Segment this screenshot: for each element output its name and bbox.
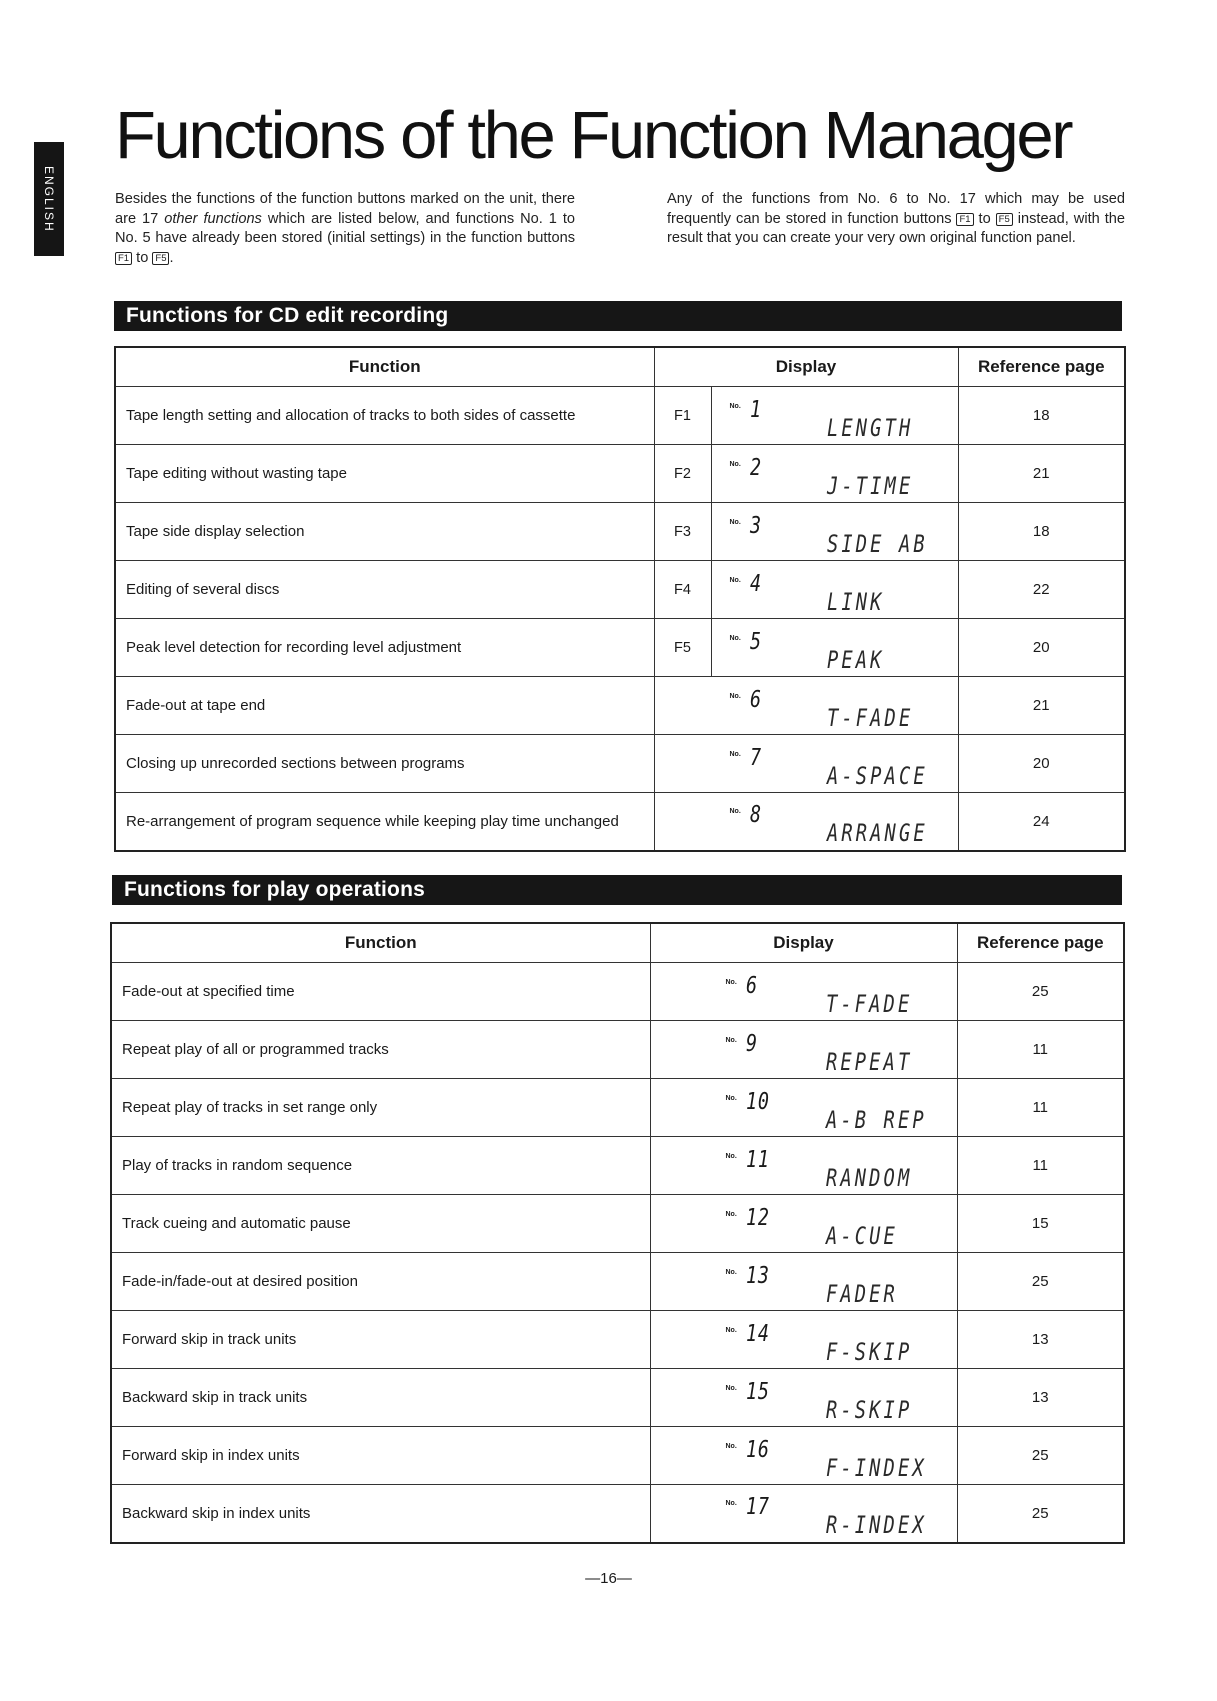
display-cell bbox=[711, 561, 958, 619]
number-prefix: No. bbox=[725, 1384, 737, 1392]
function-key-label: F3 bbox=[654, 503, 711, 561]
number-prefix: No. bbox=[729, 692, 741, 700]
lcd-display-text: F-SKIP bbox=[825, 1337, 912, 1366]
function-number: 6 bbox=[749, 686, 762, 713]
function-description: Repeat play of all or programmed tracks bbox=[111, 1021, 650, 1079]
f1-key-symbol: F1 bbox=[956, 213, 973, 226]
lcd-display-text: A-CUE bbox=[825, 1221, 898, 1250]
reference-page: 20 bbox=[958, 619, 1125, 677]
reference-page: 18 bbox=[958, 503, 1125, 561]
reference-page: 21 bbox=[958, 677, 1125, 735]
number-prefix: No. bbox=[729, 808, 741, 816]
number-prefix: No. bbox=[725, 1268, 737, 1276]
lcd-display-text: LENGTH bbox=[826, 413, 913, 442]
function-number: 8 bbox=[749, 802, 762, 829]
function-description: Editing of several discs bbox=[115, 561, 654, 619]
table-row bbox=[115, 619, 1125, 677]
display-cell bbox=[654, 735, 958, 793]
number-prefix: No. bbox=[725, 1326, 737, 1334]
f1-key-symbol: F1 bbox=[115, 252, 132, 265]
reference-page: 13 bbox=[957, 1369, 1124, 1427]
number-prefix: No. bbox=[729, 402, 741, 410]
function-description: Closing up unrecorded sections between programs bbox=[115, 735, 654, 793]
display-cell bbox=[650, 1253, 957, 1311]
function-description: Play of tracks in random sequence bbox=[111, 1137, 650, 1195]
display-cell bbox=[650, 1427, 957, 1485]
display-cell bbox=[650, 1311, 957, 1369]
display-cell bbox=[654, 793, 958, 851]
function-number: 17 bbox=[745, 1494, 770, 1521]
intro-right-to: to bbox=[978, 210, 991, 227]
section-title-play-operations: Functions for play operations bbox=[112, 875, 1122, 905]
display-cell bbox=[650, 1369, 957, 1427]
lcd-display-text: LINK bbox=[826, 587, 885, 616]
intro-left-to: to bbox=[136, 249, 149, 266]
function-description: Fade-out at specified time bbox=[111, 963, 650, 1021]
intro-left-paragraph bbox=[115, 190, 575, 268]
function-description: Forward skip in track units bbox=[111, 1311, 650, 1369]
lcd-display-text: F-INDEX bbox=[825, 1453, 927, 1482]
table-header-row bbox=[115, 347, 1125, 387]
table-row bbox=[115, 445, 1125, 503]
intro-left-text-1: Besides the functions of the function buttons marked on the unit, there are 17 bbox=[115, 191, 575, 227]
table-row bbox=[115, 735, 1125, 793]
table-row bbox=[115, 793, 1125, 851]
display-cell bbox=[650, 1079, 957, 1137]
function-number: 11 bbox=[745, 1146, 770, 1173]
table-row bbox=[111, 1079, 1124, 1137]
reference-page-header: Reference page bbox=[957, 923, 1124, 963]
number-prefix: No. bbox=[725, 1210, 737, 1218]
lcd-display-text: PEAK bbox=[826, 645, 885, 674]
function-description: Fade-out at tape end bbox=[115, 677, 654, 735]
intro-left-italic: other functions bbox=[164, 210, 262, 227]
function-key-label: F2 bbox=[654, 445, 711, 503]
function-number: 7 bbox=[749, 744, 762, 771]
table-row bbox=[111, 1137, 1124, 1195]
function-description: Forward skip in index units bbox=[111, 1427, 650, 1485]
page-number: —16— bbox=[585, 1570, 632, 1587]
display-header: Display bbox=[650, 923, 957, 963]
function-number: 1 bbox=[749, 396, 762, 423]
intro-left-end: . bbox=[169, 249, 174, 266]
number-prefix: No. bbox=[729, 576, 741, 584]
reference-page: 11 bbox=[957, 1137, 1124, 1195]
lcd-display-text: T-FADE bbox=[825, 989, 912, 1018]
table-row bbox=[111, 1253, 1124, 1311]
number-prefix: No. bbox=[725, 1094, 737, 1102]
table-row bbox=[115, 677, 1125, 735]
reference-page: 25 bbox=[957, 1253, 1124, 1311]
reference-page: 25 bbox=[957, 1485, 1124, 1543]
reference-page: 25 bbox=[957, 1427, 1124, 1485]
reference-page: 15 bbox=[957, 1195, 1124, 1253]
function-description: Repeat play of tracks in set range only bbox=[111, 1079, 650, 1137]
lcd-display-text: J-TIME bbox=[826, 471, 913, 500]
number-prefix: No. bbox=[729, 750, 741, 758]
function-number: 4 bbox=[749, 570, 762, 597]
table-row bbox=[111, 1369, 1124, 1427]
display-header: Display bbox=[654, 347, 958, 387]
function-description: Peak level detection for recording level adjustment bbox=[115, 619, 654, 677]
table-row bbox=[111, 1427, 1124, 1485]
reference-page: 18 bbox=[958, 387, 1125, 445]
display-cell bbox=[654, 677, 958, 735]
table-row bbox=[111, 963, 1124, 1021]
reference-page: 21 bbox=[958, 445, 1125, 503]
table-row bbox=[115, 561, 1125, 619]
lcd-display-text: R-SKIP bbox=[825, 1395, 912, 1424]
function-description: Fade-in/fade-out at desired position bbox=[111, 1253, 650, 1311]
intro-right-text-2: instead, with the result that you can create your very own original function panel. bbox=[667, 210, 1126, 246]
display-cell bbox=[650, 1485, 957, 1543]
reference-page: 24 bbox=[958, 793, 1125, 851]
table-row bbox=[115, 387, 1125, 445]
function-key-label: F1 bbox=[654, 387, 711, 445]
language-tab bbox=[34, 142, 64, 256]
f5-key-symbol: F5 bbox=[152, 252, 169, 265]
function-number: 10 bbox=[745, 1088, 770, 1115]
function-number: 6 bbox=[745, 972, 758, 999]
table-row bbox=[111, 1311, 1124, 1369]
function-header: Function bbox=[115, 347, 654, 387]
table-row bbox=[111, 1485, 1124, 1543]
reference-page: 22 bbox=[958, 561, 1125, 619]
number-prefix: No. bbox=[729, 460, 741, 468]
display-cell bbox=[711, 619, 958, 677]
f5-key-symbol: F5 bbox=[996, 213, 1013, 226]
lcd-display-text: R-INDEX bbox=[825, 1511, 927, 1540]
lcd-display-text: T-FADE bbox=[826, 703, 913, 732]
cd-edit-functions-table bbox=[114, 346, 1126, 852]
table-row bbox=[111, 1195, 1124, 1253]
function-key-label: F4 bbox=[654, 561, 711, 619]
section-title-cd-edit: Functions for CD edit recording bbox=[114, 301, 1122, 331]
table-row bbox=[115, 503, 1125, 561]
lcd-display-text: SIDE AB bbox=[826, 529, 928, 558]
function-number: 16 bbox=[745, 1436, 770, 1463]
lcd-display-text: A-B REP bbox=[825, 1105, 927, 1134]
function-description: Track cueing and automatic pause bbox=[111, 1195, 650, 1253]
reference-page: 25 bbox=[957, 963, 1124, 1021]
display-cell bbox=[650, 1021, 957, 1079]
number-prefix: No. bbox=[729, 634, 741, 642]
display-cell bbox=[711, 503, 958, 561]
language-tab-label: ENGLISH bbox=[42, 165, 56, 233]
lcd-display-text: REPEAT bbox=[825, 1047, 912, 1076]
function-number: 9 bbox=[745, 1030, 758, 1057]
intro-left-text-2: which are listed below, and functions No. 1 to No. 5 have already been stored (initial settings) in the function buttons bbox=[115, 210, 575, 246]
number-prefix: No. bbox=[725, 1152, 737, 1160]
reference-page: 11 bbox=[957, 1021, 1124, 1079]
function-number: 3 bbox=[749, 512, 762, 539]
number-prefix: No. bbox=[725, 1036, 737, 1044]
function-number: 15 bbox=[745, 1378, 770, 1405]
lcd-display-text: ARRANGE bbox=[826, 819, 928, 848]
number-prefix: No. bbox=[725, 1442, 737, 1450]
function-number: 14 bbox=[745, 1320, 770, 1347]
function-description: Tape editing without wasting tape bbox=[115, 445, 654, 503]
reference-page: 20 bbox=[958, 735, 1125, 793]
function-header: Function bbox=[111, 923, 650, 963]
display-cell bbox=[650, 1137, 957, 1195]
function-number: 12 bbox=[745, 1204, 770, 1231]
function-description: Backward skip in index units bbox=[111, 1485, 650, 1543]
display-cell bbox=[650, 1195, 957, 1253]
reference-page: 13 bbox=[957, 1311, 1124, 1369]
function-description: Tape side display selection bbox=[115, 503, 654, 561]
number-prefix: No. bbox=[725, 978, 737, 986]
function-number: 5 bbox=[749, 628, 762, 655]
function-description: Backward skip in track units bbox=[111, 1369, 650, 1427]
function-key-label: F5 bbox=[654, 619, 711, 677]
display-cell bbox=[650, 963, 957, 1021]
display-cell bbox=[711, 445, 958, 503]
reference-page-header: Reference page bbox=[958, 347, 1125, 387]
function-description: Re-arrangement of program sequence while keeping play time unchanged bbox=[115, 793, 654, 851]
number-prefix: No. bbox=[729, 518, 741, 526]
intro-right-paragraph bbox=[667, 190, 1125, 249]
function-number: 13 bbox=[745, 1262, 770, 1289]
function-description: Tape length setting and allocation of tracks to both sides of cassette bbox=[115, 387, 654, 445]
number-prefix: No. bbox=[725, 1500, 737, 1508]
lcd-display-text: FADER bbox=[825, 1279, 898, 1308]
display-cell bbox=[711, 387, 958, 445]
page-title: Functions of the Function Manager bbox=[115, 98, 1072, 173]
intro-right-text-1: Any of the functions from No. 6 to No. 17 which may be used frequently can be stored in function buttons bbox=[667, 191, 1125, 227]
reference-page: 11 bbox=[957, 1079, 1124, 1137]
play-functions-table bbox=[110, 922, 1125, 1544]
function-number: 2 bbox=[749, 454, 762, 481]
lcd-display-text: RANDOM bbox=[825, 1163, 912, 1192]
table-row bbox=[111, 1021, 1124, 1079]
table-header-row bbox=[111, 923, 1124, 963]
lcd-display-text: A-SPACE bbox=[826, 761, 928, 790]
